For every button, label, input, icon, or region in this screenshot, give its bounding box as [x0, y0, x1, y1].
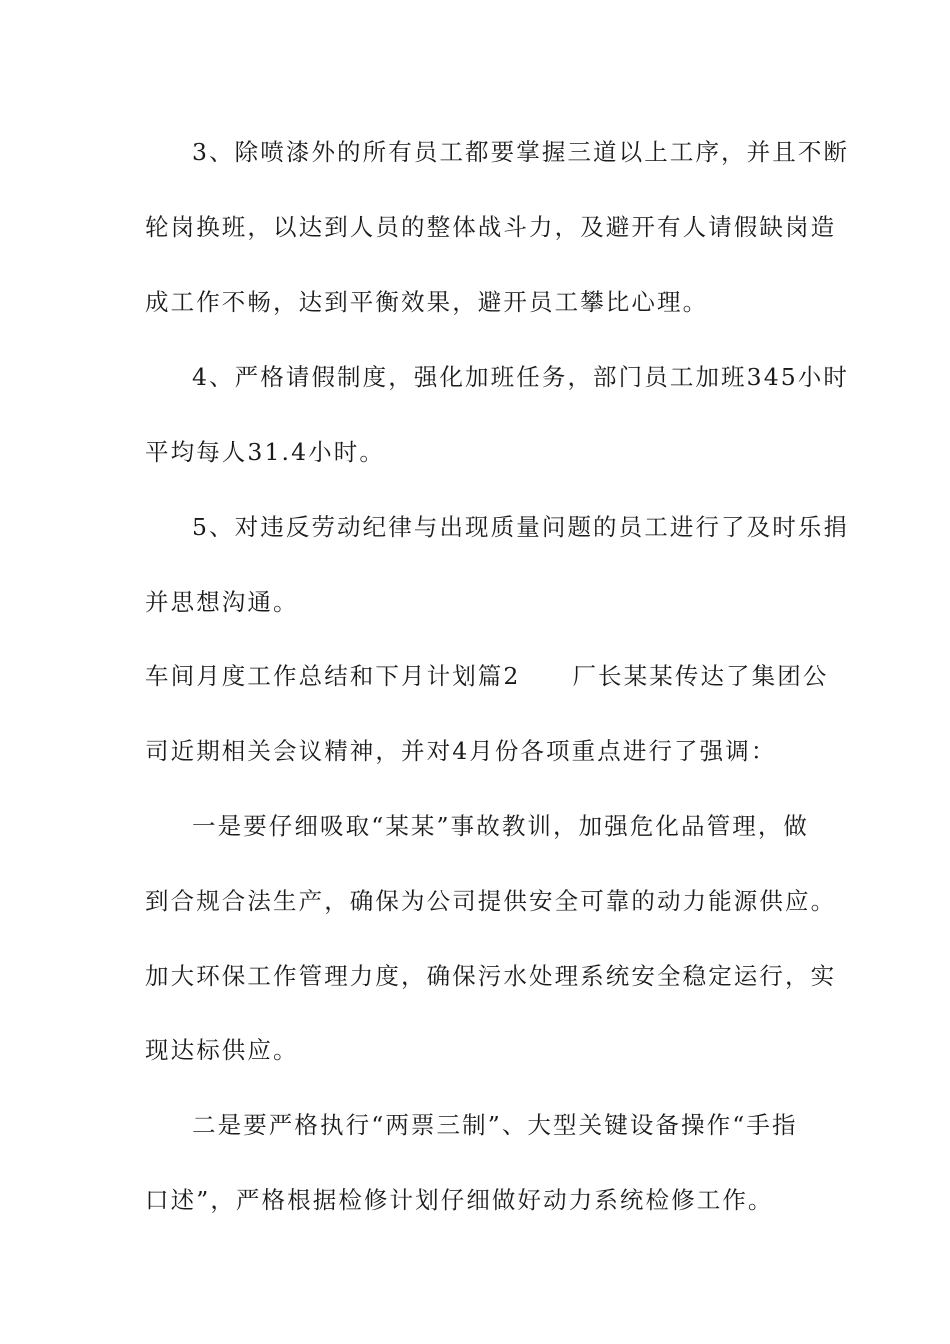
paragraph-line: 二是要严格执行“两票三制”、大型关键设备操作“手指 — [192, 1111, 798, 1139]
paragraph-line: 口述”，严格根据检修计划仔细做好动力系统检修工作。 — [145, 1186, 774, 1214]
paragraph-line: 平均每人31.4小时。 — [145, 438, 385, 466]
paragraph-line: 成工作不畅，达到平衡效果，避开员工攀比心理。 — [145, 288, 709, 316]
paragraph-line: 轮岗换班，以达到人员的整体战斗力，及避开有人请假缺岗造 — [145, 213, 837, 241]
paragraph-line: 5、对违反劳动纪律与出现质量问题的员工进行了及时乐捐 — [192, 513, 850, 541]
paragraph-line: 一是要仔细吸取“某某”事故教训，加强危化品管理，做 — [192, 812, 810, 840]
paragraph-line: 司近期相关会议精神，并对4月份各项重点进行了强调： — [145, 737, 777, 765]
paragraph-line: 3、除喷漆外的所有员工都要掌握三道以上工序，并且不断 — [192, 138, 850, 166]
paragraph-line: 加大环保工作管理力度，确保污水处理系统安全稳定运行，实 — [145, 962, 837, 990]
paragraph-line: 到合规合法生产，确保为公司提供安全可靠的动力能源供应。 — [145, 887, 837, 915]
paragraph-line: 4、严格请假制度，强化加班任务，部门员工加班345小时 — [192, 363, 850, 391]
section-heading-line — [145, 661, 829, 691]
paragraph-line: 现达标供应。 — [145, 1036, 299, 1064]
paragraph-line: 并思想沟通。 — [145, 588, 299, 616]
section-heading: 车间月度工作总结和下月计划篇2 — [145, 662, 521, 690]
heading-trailing-text: 厂长某某传达了集团公 — [572, 662, 829, 690]
